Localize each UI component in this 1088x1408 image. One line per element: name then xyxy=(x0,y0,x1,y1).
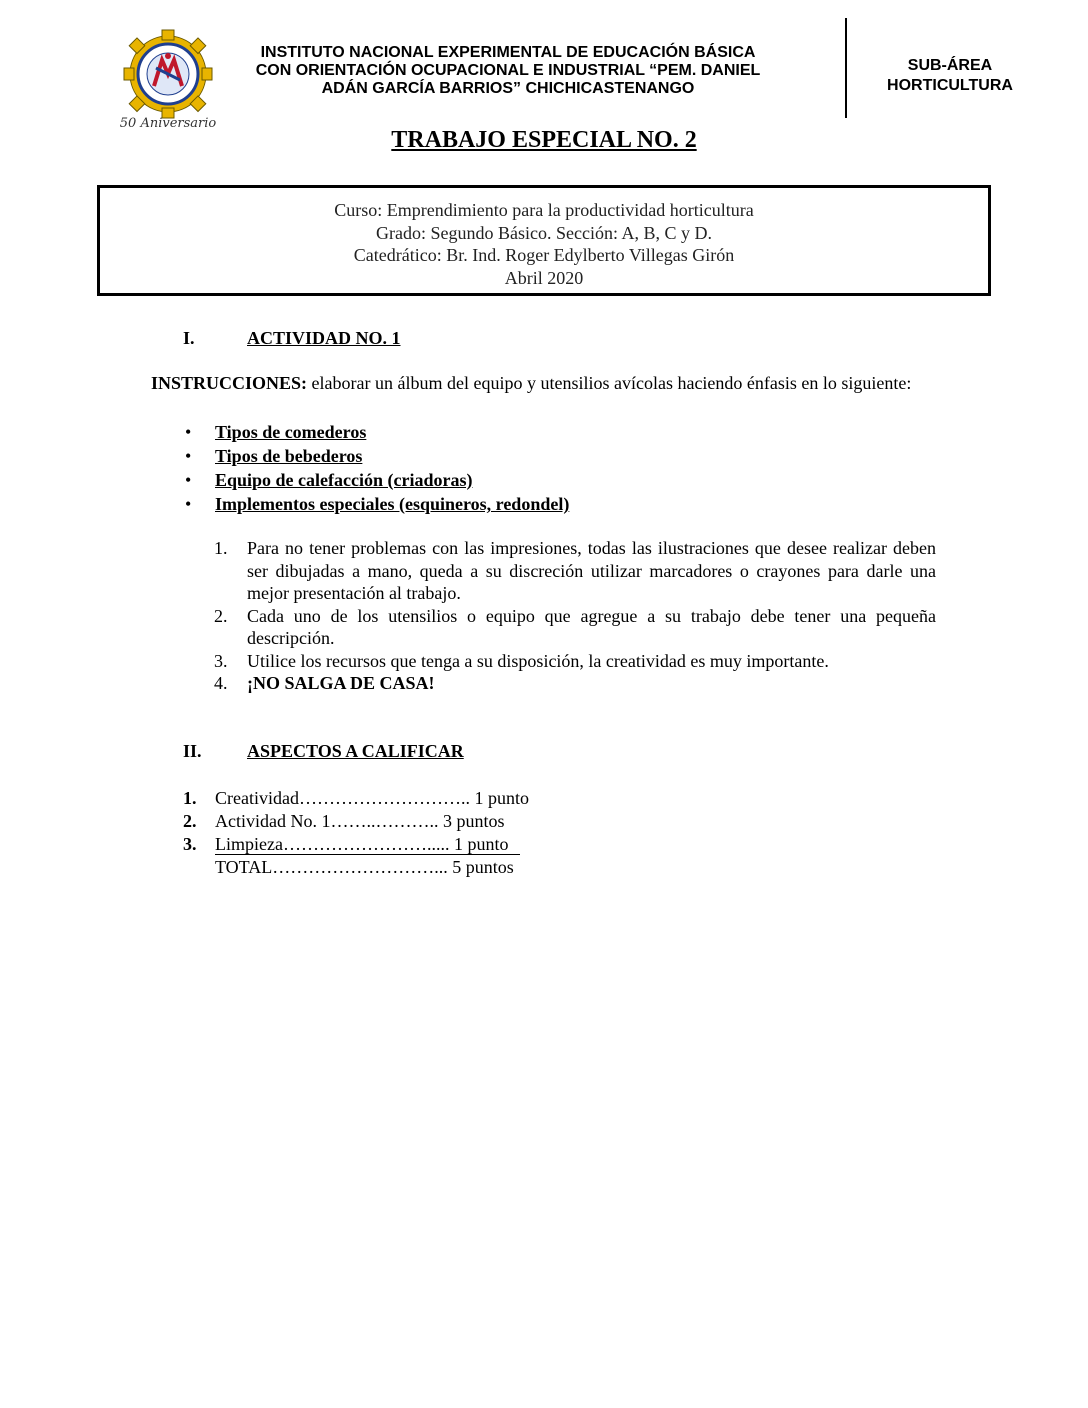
list-item: • Tipos de comederos xyxy=(185,422,367,442)
list-item: 1. Creatividad……………………….. 1 punto xyxy=(183,788,529,808)
topics-list xyxy=(180,420,569,516)
gear-emblem-icon xyxy=(118,28,218,120)
list-item: 3. Limpieza……………………..... 1 punto xyxy=(183,833,529,856)
steps-list xyxy=(214,537,936,695)
document-title: TRABAJO ESPECIAL NO. 2 xyxy=(391,127,697,153)
instructions-label: INSTRUCCIONES: xyxy=(151,373,308,393)
section1-heading xyxy=(247,328,401,349)
bullet-icon: • xyxy=(185,494,192,514)
institution-line: CON ORIENTACIÓN OCUPACIONAL E INDUSTRIAL “PEM. DANIEL xyxy=(255,62,761,79)
section2-heading xyxy=(247,741,464,762)
list-item: • Implementos especiales (esquineros, redondel) xyxy=(185,494,570,514)
logo-caption: 50 Aniversario xyxy=(119,116,217,131)
institution-line: INSTITUTO NACIONAL EXPERIMENTAL DE EDUCACIÓN BÁSICA xyxy=(260,44,756,61)
grade-line: Grado: Segundo Básico. Sección: A, B, C y D. xyxy=(376,222,712,243)
list-item: 1. Para no tener problemas con las impresiones, todas las ilustraciones que desee realizar deben ser dibujadas a mano, queda a su discreción utilizar marcadores o crayones para darle una mejor presentación al trabajo. xyxy=(214,538,936,603)
section1-title: ACTIVIDAD NO. 1 xyxy=(247,328,401,348)
institution-name xyxy=(210,44,806,98)
instructions-paragraph xyxy=(151,372,941,394)
bullet-icon: • xyxy=(185,422,192,442)
course-line: Curso: Emprendimiento para la productividad horticultura xyxy=(334,200,754,220)
subarea-line: HORTICULTURA xyxy=(887,77,1013,94)
bullet-icon: • xyxy=(185,470,192,490)
grading-list xyxy=(183,787,529,879)
date-line: Abril 2020 xyxy=(504,267,584,288)
header-divider xyxy=(845,18,847,118)
list-item: 2. Actividad No. 1……..……….. 3 puntos xyxy=(183,811,505,831)
list-item: 4. ¡NO SALGA DE CASA! xyxy=(214,673,435,693)
bullet-icon: • xyxy=(185,446,192,466)
instructions-text: elaborar un álbum del equipo y utensilios avícolas haciendo énfasis en lo siguiente: xyxy=(307,373,912,393)
institution-line: ADÁN GARCÍA BARRIOS” CHICHICASTENANGO xyxy=(321,80,695,97)
section1-numeral: I. xyxy=(183,328,195,348)
subarea-label xyxy=(860,56,1040,96)
list-item: • Tipos de bebederos xyxy=(185,446,363,466)
subarea-line: SUB-ÁREA xyxy=(907,57,993,74)
total-row: TOTAL………………………... 5 puntos xyxy=(215,857,514,877)
teacher-line: Catedrático: Br. Ind. Roger Edylberto Villegas Girón xyxy=(353,245,735,265)
course-info-box xyxy=(97,185,991,296)
list-item: 2. Cada uno de los utensilios o equipo que agregue a su trabajo debe tener una pequeña descripción. xyxy=(214,605,936,648)
list-item: 3. Utilice los recursos que tenga a su disposición, la creatividad es muy importante. xyxy=(214,650,829,671)
section2-numeral: II. xyxy=(183,741,202,761)
section2-title: ASPECTOS A CALIFICAR xyxy=(247,741,464,761)
list-item: • Equipo de calefacción (criadoras) xyxy=(185,470,473,490)
